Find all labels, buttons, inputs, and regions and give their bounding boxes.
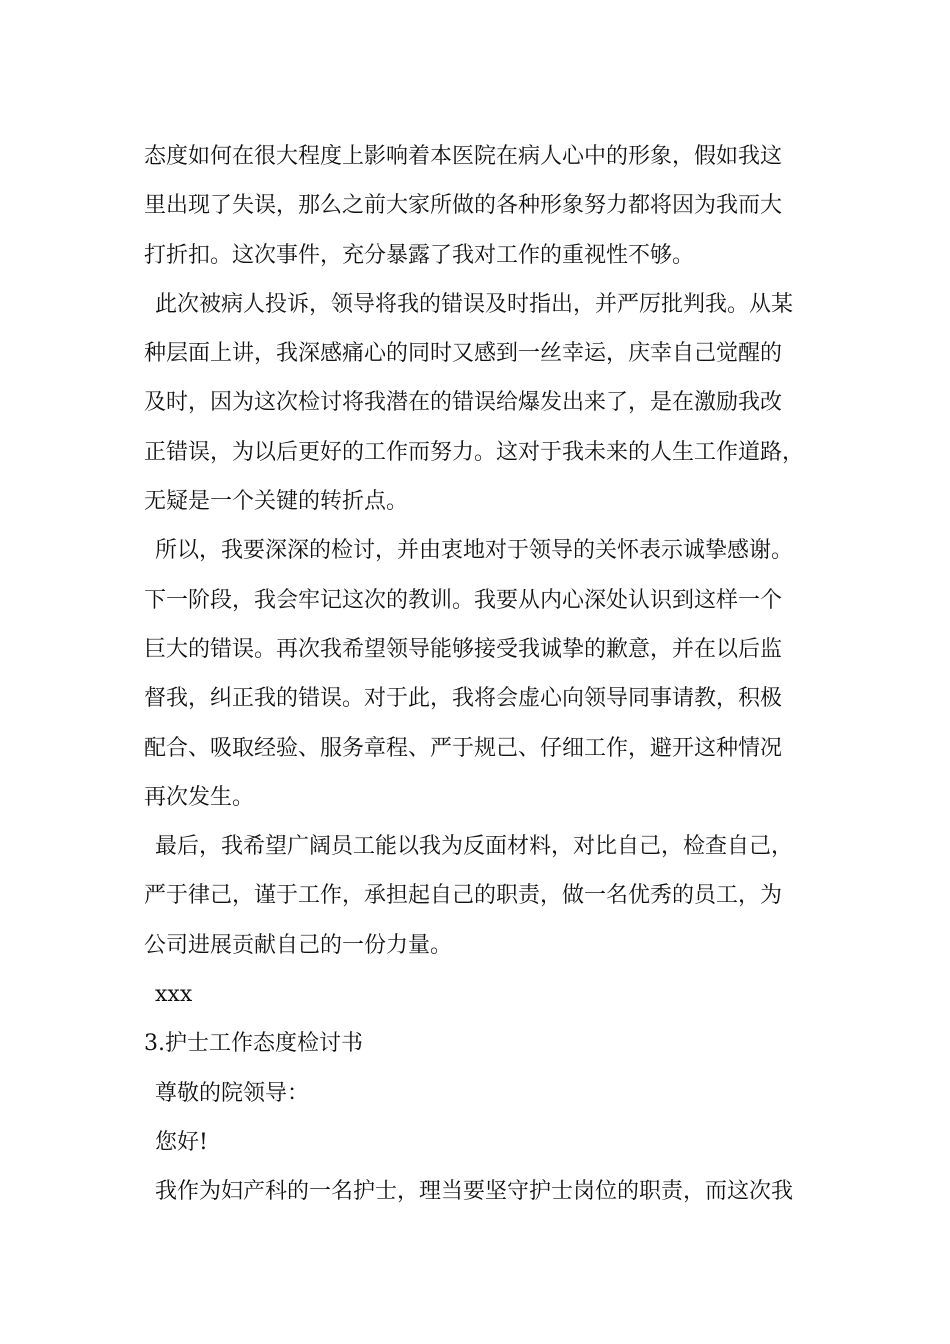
text-line: 种层面上讲，我深感痛心的同时又感到一丝幸运，庆幸自己觉醒的 <box>144 341 783 367</box>
text-line: 无疑是一个关键的转折点。 <box>144 489 409 515</box>
greeting-line: 您好! <box>155 1129 208 1155</box>
text-line: 所以，我要深深的检讨，并由衷地对于领导的关怀表示诚挚感谢。 <box>155 538 794 564</box>
text-line: 态度如何在很大程度上影响着本医院在病人心中的形象，假如我这 <box>144 144 783 169</box>
text-line: 配合、吸取经验、服务章程、严于规己、仔细工作，避开这种情况 <box>144 735 783 761</box>
text-line: 巨大的错误。再次我希望领导能够接受我诚挚的歉意，并在以后监 <box>144 636 783 662</box>
text-line: 下一阶段，我会牢记这次的教训。我要从内心深处认识到这样一个 <box>144 587 783 613</box>
section-heading: 3.护士工作态度检讨书 <box>144 1031 363 1057</box>
text-line: 我作为妇产科的一名护士，理当要坚守护士岗位的职责，而这次我 <box>155 1179 794 1205</box>
text-line: 再次发生。 <box>144 784 255 810</box>
text-line: 打折扣。这次事件，充分暴露了我对工作的重视性不够。 <box>144 242 695 268</box>
text-line: 此次被病人投诉，领导将我的错误及时指出，并严厉批判我。从某 <box>155 291 794 317</box>
text-line: 里出现了失误，那么之前大家所做的各种形象努力都将因为我而大 <box>144 193 783 219</box>
text-line: 严于律己，谨于工作，承担起自己的职责，做一名优秀的员工，为 <box>144 883 783 909</box>
text-line: 督我，纠正我的错误。对于此，我将会虚心向领导同事请教，积极 <box>144 686 783 712</box>
text-line: 及时，因为这次检讨将我潜在的错误给爆发出来了，是在激励我改 <box>144 390 783 416</box>
body-text <box>144 132 820 1217</box>
salutation-line: 尊敬的院领导： <box>155 1080 310 1106</box>
text-line: 公司进展贡献自己的一份力量。 <box>144 932 453 958</box>
text-line: 正错误，为以后更好的工作而努力。这对于我未来的人生工作道路， <box>144 439 805 465</box>
text-line: 最后，我希望广阔员工能以我为反面材料，对比自己，检查自己， <box>155 834 794 860</box>
signature-line: xxx <box>155 982 193 1008</box>
